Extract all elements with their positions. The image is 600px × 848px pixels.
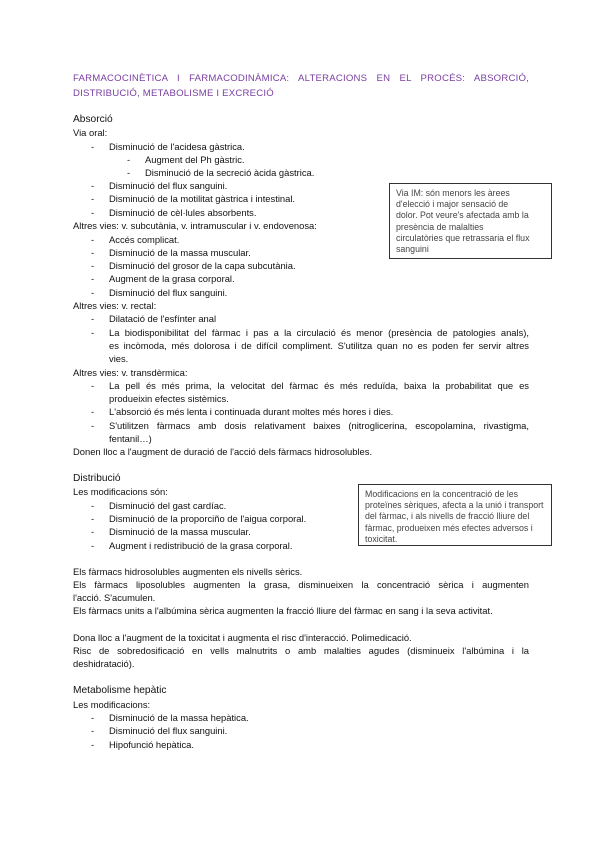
list-item: Disminució de la massa hepàtica. [109, 712, 249, 723]
side-note-im [389, 183, 552, 259]
note-line: fàrmac, produeixen més efectes adversos i [365, 522, 533, 533]
list-item: Disminució de la massa muscular. [109, 526, 251, 537]
subheading-modificacions: Les modificacions són: [73, 486, 168, 497]
section-heading-absorcio: Absorció [73, 114, 113, 125]
bullet: - [91, 540, 95, 551]
section-heading-distribucio: Distribució [73, 473, 121, 484]
bullet: - [91, 327, 95, 338]
bullet: - [91, 420, 95, 431]
note-line: proteïnes sèriques, afecta a la unió i transport [365, 500, 544, 511]
side-note-distribucio [358, 484, 552, 546]
subheading-modificacions: Les modificacions: [73, 699, 151, 710]
bullet: - [91, 739, 95, 750]
list-item-continuation: es incòmoda, més dolorosa i de difícil compliment. S'utilitza quan no es poden fer servir altres [109, 340, 529, 351]
note-line: dolor. Pot veure's afectada amb la [396, 210, 529, 221]
bullet: - [91, 141, 95, 152]
bullet: - [91, 500, 95, 511]
subheading-via-transdermica: Altres vies: v. transdèrmica: [73, 367, 188, 378]
title-line-2: DISTRIBUCIÓ, METABOLISME I EXCRECIÓ [73, 88, 274, 99]
list-item: Disminució de cèl·lules absorbents. [109, 207, 257, 218]
list-item: Disminució del flux sanguini. [109, 180, 228, 191]
list-item: Augment del Ph gàstric. [145, 154, 245, 165]
list-item-continuation: vies. [109, 353, 129, 364]
list-item: Accés complicat. [109, 234, 180, 245]
paragraph: Donen lloc a l'augment de duració de l'acció dels fàrmacs hidrosolubles. [73, 446, 373, 457]
paragraph-continuation: deshidratació). [73, 658, 135, 669]
note-line: circulatòries que retrassaria el flux [396, 232, 530, 243]
list-item: Disminució de la motilitat gàstrica i intestinal. [109, 193, 296, 204]
paragraph: Els fàrmacs hidrosolubles augmenten els nivells sèrics. [73, 566, 303, 577]
bullet: - [127, 167, 131, 178]
bullet: - [91, 287, 95, 298]
bullet: - [127, 154, 131, 165]
document-title [73, 71, 529, 101]
subheading-via-oral: Via oral: [73, 127, 108, 138]
paragraph: Els fàrmacs units a l'albúmina sèrica augmenten la fracció lliure del fàrmac en sang i la seva activitat. [73, 605, 493, 616]
subheading-vies-parenterals: Altres vies: v. subcutània, v. intramuscular i v. endovenosa: [73, 220, 317, 231]
bullet: - [91, 247, 95, 258]
list-item: Augment de la grasa corporal. [109, 273, 235, 284]
list-item-continuation: fentanil…) [109, 433, 152, 444]
bullet: - [91, 180, 95, 191]
list-item: Disminució del gast cardíac. [109, 500, 227, 511]
list-item: Disminució del flux sanguini. [109, 287, 228, 298]
bullet: - [91, 207, 95, 218]
bullet: - [91, 313, 95, 324]
note-line: Via IM: són menors les àrees [396, 188, 510, 198]
bullet: - [91, 260, 95, 271]
note-line: toxicitat. [365, 533, 398, 544]
note-line: d'elecció i major sensació de [396, 199, 509, 210]
bullet: - [91, 406, 95, 417]
list-item: Disminució del grosor de la capa subcutània. [109, 260, 296, 271]
note-line: del fàrmac, i als nivells de fracció lliure del [365, 511, 530, 522]
list-item: L'absorció és més lenta i continuada durant moltes més hores i dies. [109, 406, 394, 417]
paragraph-continuation: l'acció. S'acumulen. [73, 592, 156, 603]
bullet: - [91, 380, 95, 391]
list-item: Hipofunció hepàtica. [109, 739, 194, 750]
note-line: presència de malalties [396, 221, 484, 232]
section-heading-metabolisme: Metabolisme hepàtic [73, 685, 167, 696]
bullet: - [91, 526, 95, 537]
list-item-continuation: produeixin efectes sistèmics. [109, 393, 229, 404]
title-line-1: FARMACOCINÈTICA I FARMACODINÀMICA: ALTERACIONS EN EL PROCÉS: ABSORCIÓ, [73, 73, 529, 84]
note-line: sanguini [396, 244, 429, 255]
list-item: Disminució del flux sanguini. [109, 725, 228, 736]
list-item: La biodisponibilitat del fàrmac i pas a la circulació és menor (presència de patologies anals), [109, 327, 529, 338]
list-item: La pell és més prima, la velocitat del fàrmac és més reduïda, baixa la probabilitat que es [109, 380, 529, 391]
bullet: - [91, 725, 95, 736]
list-item: Disminució de l'acidesa gàstrica. [109, 141, 245, 152]
bullet: - [91, 193, 95, 204]
paragraph: Risc de sobredosificació en vells malnutrits o amb malalties agudes (disminueix l'albúmina i la [73, 645, 529, 656]
list-item: Augment i redistribució de la grasa corporal. [109, 540, 293, 551]
paragraph: Els fàrmacs liposolubles augmenten la grasa, disminueixen la concentració sèrica i augmenten [73, 579, 529, 590]
list-item: Disminució de la massa muscular. [109, 247, 251, 258]
subheading-via-rectal: Altres vies: v. rectal: [73, 300, 157, 311]
list-item: Disminució de la proporciño de l'aigua corporal. [109, 513, 307, 524]
bullet: - [91, 513, 95, 524]
list-item: Dilatació de l'esfínter anal [109, 313, 217, 324]
paragraph: Dona lloc a l'augment de la toxicitat i augmenta el risc d'interacció. Polimedicació. [73, 632, 412, 643]
note-line: Modificacions en la concentració de les [365, 489, 519, 499]
bullet: - [91, 712, 95, 723]
bullet: - [91, 234, 95, 245]
bullet: - [91, 273, 95, 284]
list-item: Disminució de la secreció àcida gàstrica. [145, 167, 315, 178]
list-item: S'utilitzen fàrmacs amb dosis relativament baixes (nitroglicerina, escopolamina, rivastigma, [109, 420, 529, 431]
